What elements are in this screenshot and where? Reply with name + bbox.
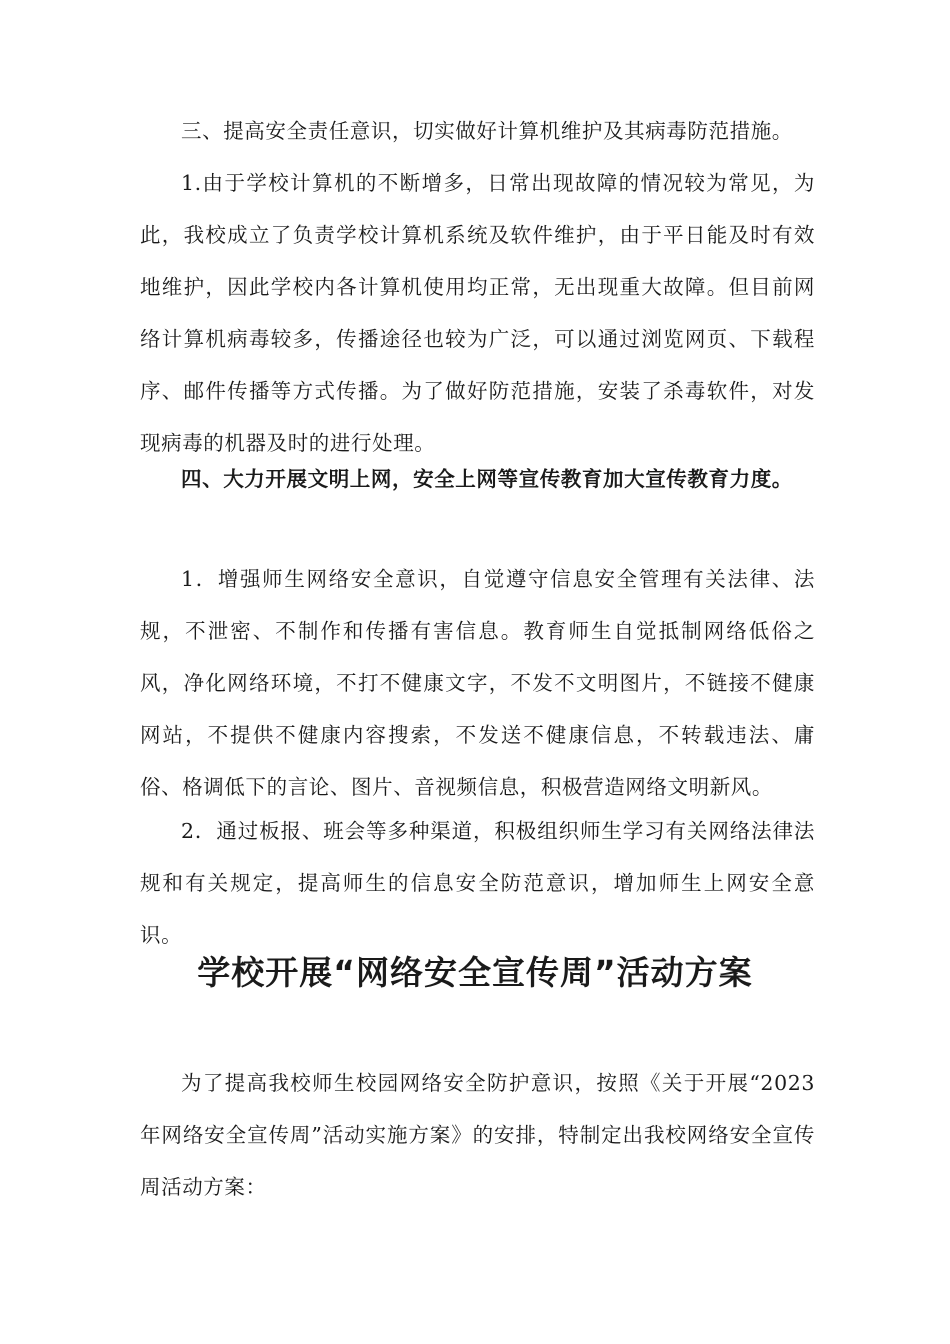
plan-title: 学校开展“网络安全宣传周”活动方案 bbox=[197, 953, 753, 992]
section-3-heading: 三、提高安全责任意识，切实做好计算机维护及其病毒防范措施。 bbox=[181, 119, 793, 143]
section-3-item-1: 1.由于学校计算机的不断增多，日常出现故障的情况较为常见，为此，我校成立了负责学校计算机系统及软件维护，由于平日能及时有效地维护，因此学校内各计算机使用均正常，无出现重大故障。但目前网络计算机病毒较多，传播途径也较为广泛，可以通过浏览网页、下载程序、邮件传播等方式传播。为了做好防范措施，安装了杀毒软件，对发现病毒的机器及时的进行处理。 bbox=[140, 171, 815, 455]
section-4-heading: 四、大力开展文明上网，安全上网等宣传教育加大宣传教育力度。 bbox=[181, 467, 793, 491]
section-4-item-1: 1．增强师生网络安全意识，自觉遵守信息安全管理有关法律、法规，不泄密、不制作和传播有害信息。教育师生自觉抵制网络低俗之风，净化网络环境，不打不健康文字，不发不文明图片，不链接不健康网站，不提供不健康内容搜索，不发送不健康信息，不转载违法、庸俗、格调低下的言论、图片、音视频信息，积极营造网络文明新风。 bbox=[140, 567, 815, 799]
section-4-item-2: 2．通过板报、班会等多种渠道，积极组织师生学习有关网络法律法规和有关规定，提高师生的信息安全防范意识，增加师生上网安全意识。 bbox=[140, 819, 815, 947]
plan-intro: 为了提高我校师生校园网络安全防护意识，按照《关于开展“2023年网络安全宣传周”活动实施方案》的安排，特制定出我校网络安全宣传周活动方案： bbox=[140, 1071, 815, 1199]
